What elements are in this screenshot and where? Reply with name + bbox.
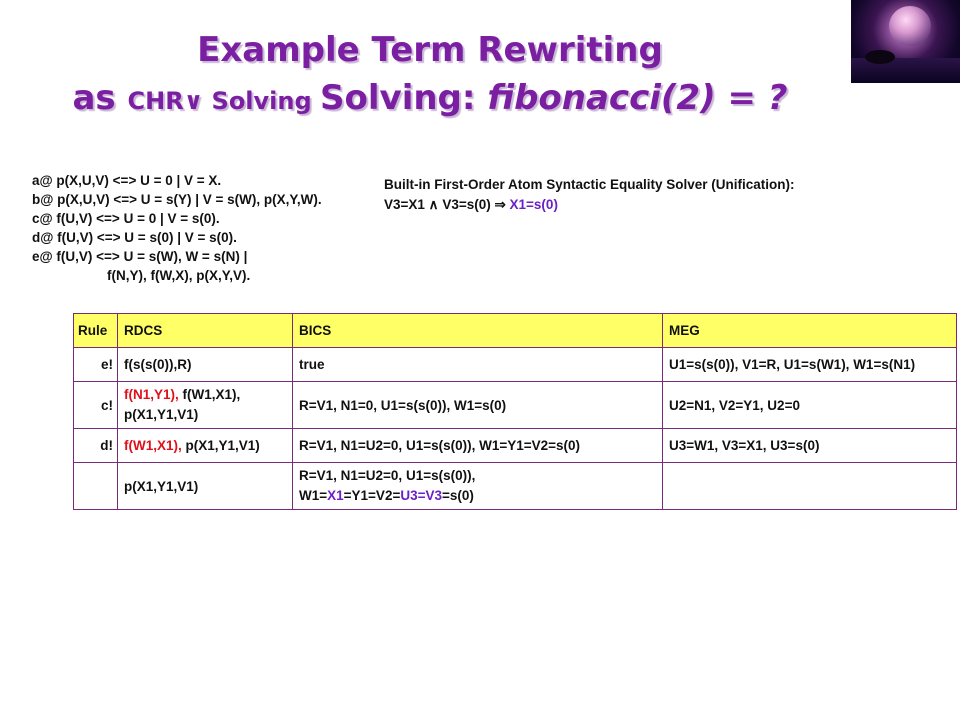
- solver-equation: [384, 195, 795, 215]
- rule-a: a@ p(X,U,V) <=> U = 0 | V = X.: [32, 173, 222, 188]
- rule-e: e@ f(U,V) <=> U = s(W), W = s(N) |: [32, 249, 248, 264]
- solver-eq-b: V3=s(0): [438, 197, 495, 212]
- title-solving-small: ∨ Solving: [183, 87, 321, 115]
- solver-eq-a: V3=X1: [384, 197, 429, 212]
- header-rule: Rule: [74, 314, 118, 348]
- cell-bics: true: [293, 348, 663, 382]
- table-header-row: [74, 314, 957, 348]
- title-chr: CHR: [127, 87, 184, 115]
- rdcs-line1: [124, 385, 286, 405]
- cell-rule: c!: [74, 382, 118, 429]
- fish-shape: [865, 50, 895, 64]
- title-solving: Solving:: [320, 78, 488, 118]
- bics-line2: [299, 486, 656, 506]
- rdcs-highlight: f(W1,X1),: [124, 438, 182, 453]
- header-bics: BICS: [293, 314, 663, 348]
- slide-title-line1: Example Term Rewriting: [197, 30, 663, 70]
- slide-title-line2: [0, 78, 860, 118]
- title-as: as: [72, 78, 128, 118]
- cell-rdcs: p(X1,Y1,V1): [118, 463, 293, 510]
- cell-meg: [663, 463, 957, 510]
- rule-b: b@ p(X,U,V) <=> U = s(Y) | V = s(W), p(X,Y,W).: [32, 192, 322, 207]
- rdcs-line2: p(X1,Y1,V1): [124, 407, 199, 422]
- title-fibonacci: fibonacci(2) = ?: [487, 78, 788, 118]
- solver-result: X1=s(0): [505, 197, 558, 212]
- water-shape: [851, 58, 960, 83]
- cell-meg: U1=s(s(0)), V1=R, U1=s(W1), W1=s(N1): [663, 348, 957, 382]
- orb-shape: [889, 6, 931, 46]
- header-rdcs: RDCS: [118, 314, 293, 348]
- bics-end: =s(0): [442, 488, 474, 503]
- cell-meg: U2=N1, V2=Y1, U2=0: [663, 382, 957, 429]
- table-row: [74, 463, 957, 510]
- cell-rule: [74, 463, 118, 510]
- bics-w1: W1=: [299, 488, 328, 503]
- rdcs-rest: p(X1,Y1,V1): [181, 438, 260, 453]
- table-row: [74, 382, 957, 429]
- cell-bics: R=V1, N1=0, U1=s(s(0)), W1=s(0): [293, 382, 663, 429]
- cell-rdcs: [118, 382, 293, 429]
- cell-rule: d!: [74, 429, 118, 463]
- rule-c: c@ f(U,V) <=> U = 0 | V = s(0).: [32, 211, 220, 226]
- rule-e-cont: f(N,Y), f(W,X), p(X,Y,V).: [32, 268, 251, 283]
- bics-u3v3: U3=V3: [400, 488, 442, 503]
- decorative-logo-image: [851, 0, 960, 83]
- rdcs-rest: f(W1,X1),: [178, 387, 241, 402]
- and-symbol: ∧: [428, 197, 439, 212]
- derivation-table: [73, 313, 957, 510]
- cell-bics: [293, 463, 663, 510]
- cell-rule: e!: [74, 348, 118, 382]
- rdcs-highlight: f(N1,Y1),: [124, 387, 179, 402]
- bics-line1: R=V1, N1=U2=0, U1=s(s(0)),: [299, 468, 476, 483]
- cell-rdcs: [118, 429, 293, 463]
- table-row: [74, 348, 957, 382]
- cell-bics: R=V1, N1=U2=0, U1=s(s(0)), W1=Y1=V2=s(0): [293, 429, 663, 463]
- implies-symbol: ⇒: [494, 197, 506, 212]
- bics-x1: X1: [327, 488, 344, 503]
- cell-meg: U3=W1, V3=X1, U3=s(0): [663, 429, 957, 463]
- solver-block: [384, 175, 795, 215]
- bics-mid: =Y1=V2=: [343, 488, 401, 503]
- solver-heading: Built-in First-Order Atom Syntactic Equality Solver (Unification):: [384, 177, 795, 192]
- chr-rules-block: [32, 171, 322, 285]
- header-meg: MEG: [663, 314, 957, 348]
- cell-rdcs: f(s(s(0)),R): [118, 348, 293, 382]
- rule-d: d@ f(U,V) <=> U = s(0) | V = s(0).: [32, 230, 237, 245]
- table-row: [74, 429, 957, 463]
